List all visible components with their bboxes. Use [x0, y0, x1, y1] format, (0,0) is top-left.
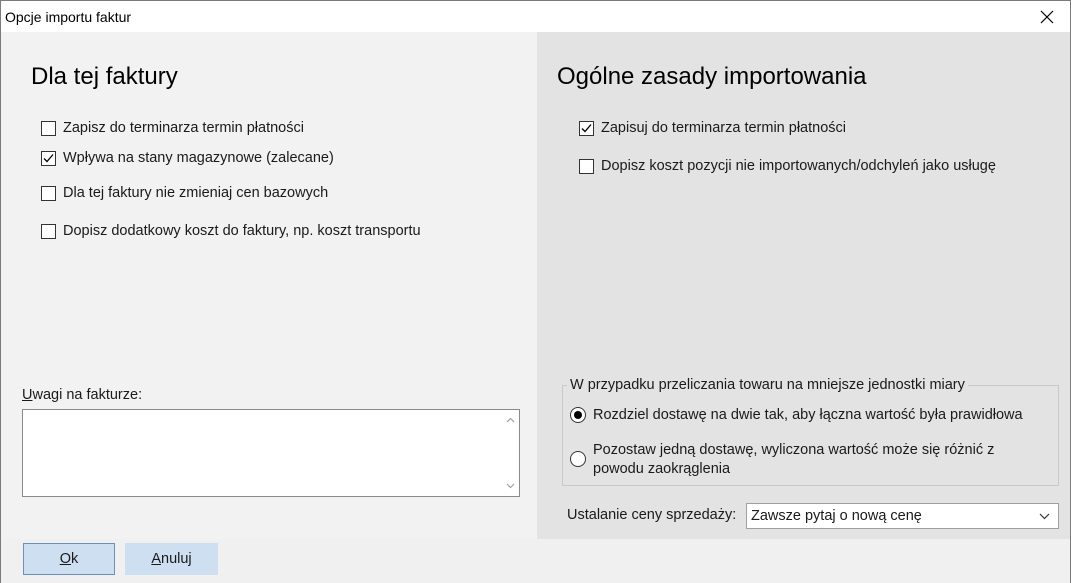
checkbox-save-payment-term[interactable] — [41, 120, 304, 136]
invoice-notes-label — [22, 387, 142, 403]
radio-keep-single-delivery[interactable] — [570, 441, 1030, 479]
general-rules-heading: Ogólne zasady importowania — [557, 63, 867, 90]
notes-scrollbar[interactable] — [502, 410, 519, 496]
checkbox-label: Zapisuj do terminarza termin płatności — [601, 120, 846, 136]
checkbox-box[interactable] — [41, 121, 56, 136]
checkbox-label: Dopisz dodatkowy koszt do faktury, np. koszt transportu — [63, 223, 421, 239]
invoice-notes-textarea[interactable] — [22, 409, 520, 497]
select-value: Zawsze pytaj o nową cenę — [751, 508, 922, 524]
scroll-down-icon[interactable] — [506, 481, 515, 490]
radio-button[interactable] — [570, 407, 586, 423]
label-text: wagi na fakturze: — [32, 387, 143, 403]
checkbox-label: Dopisz koszt pozycji nie importowanych/odchyleń jako usługę — [601, 158, 996, 174]
checkbox-box[interactable] — [579, 121, 594, 136]
checkmark-icon — [581, 123, 592, 134]
checkbox-add-extra-cost[interactable] — [41, 223, 421, 239]
cancel-button[interactable] — [125, 543, 218, 575]
checkbox-box[interactable] — [579, 159, 594, 174]
checkbox-box[interactable] — [41, 224, 56, 239]
checkbox-box[interactable] — [41, 186, 56, 201]
scroll-up-icon[interactable] — [506, 416, 515, 425]
checkbox-box[interactable] — [41, 151, 56, 166]
unit-conversion-legend: W przypadku przeliczania towaru na mniejsze jednostki miary — [567, 377, 968, 393]
window-title: Opcje importu faktur — [5, 9, 132, 25]
close-icon — [1040, 10, 1054, 24]
radio-split-delivery[interactable] — [570, 406, 1050, 425]
radio-button[interactable] — [570, 451, 586, 467]
checkbox-add-unimported-cost-as-service[interactable] — [579, 158, 996, 174]
accelerator-letter: O — [59, 551, 72, 567]
checkbox-label: Dla tej faktury nie zmieniaj cen bazowych — [63, 185, 329, 201]
button-label: k — [71, 551, 79, 567]
accelerator-letter: U — [22, 387, 33, 403]
radio-label: Rozdziel dostawę na dwie tak, aby łączna wartość była prawidłowa — [593, 407, 1023, 423]
checkbox-label: Wpływa na stany magazynowe (zalecane) — [63, 150, 334, 166]
accelerator-letter: A — [151, 551, 162, 567]
sale-price-setting-label: Ustalanie ceny sprzedaży: — [567, 507, 737, 523]
checkmark-icon — [43, 153, 54, 164]
sale-price-setting-select[interactable] — [746, 503, 1059, 529]
close-button[interactable] — [1024, 1, 1070, 32]
radio-selected-dot — [574, 411, 582, 419]
checkbox-label: Zapisz do terminarza termin płatności — [63, 120, 304, 136]
checkbox-save-payment-term-general[interactable] — [579, 120, 846, 136]
radio-label: Pozostaw jedną dostawę, wyliczona wartość może się różnić z powodu zaokrąglenia — [593, 442, 995, 477]
dialog-footer — [1, 539, 1070, 583]
checkbox-keep-base-prices[interactable] — [41, 185, 328, 201]
title-bar — [1, 1, 1070, 32]
ok-button[interactable] — [23, 543, 115, 575]
checkbox-affects-stock[interactable] — [41, 150, 334, 166]
chevron-down-icon — [1039, 512, 1050, 520]
button-label: nuluj — [161, 551, 192, 567]
this-invoice-heading: Dla tej faktury — [31, 63, 178, 90]
